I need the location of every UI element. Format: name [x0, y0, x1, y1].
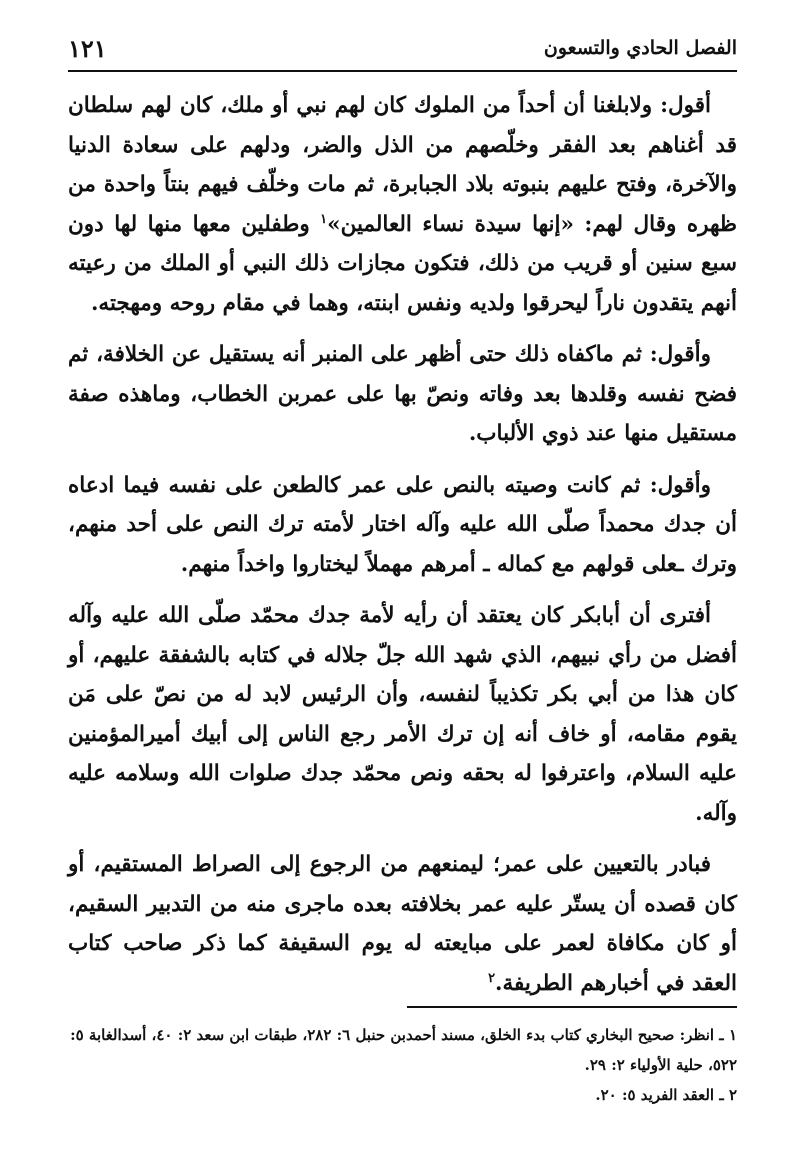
- paragraph-text: وأقول: ثم ماكفاه ذلك حتى أظهر على المنبر أنه يستقيل عن الخلافة، ثم فضح نفسه وقلدها بعد وفاته ونصّ بها على عمربن الخطاب، وماهذه صفة مستقيل منها عند ذوي الألباب.: [68, 342, 737, 446]
- paragraph-text: فبادر بالتعيين على عمر؛ ليمنعهم من الرجوع إلى الصراط المستقيم، أو كان قصده أن يستّر عليه عمر بخلافته بعده ماجرى منه من التدبير السقيم، أو كان مكافاة لعمر على مبايعته له يوم السقيفة كما ذكر صاحب كتاب العقد في أخبارهم الطريفة.: [68, 852, 737, 996]
- paragraph-text: أفترى أن أبابكر كان يعتقد أن رأيه لأمة جدك محمّد صلّى الله عليه وآله أفضل من رأي نبيهم، الذي شهد الله جلّ جلاله في كتابه بالشفقة عليهم، أو كان هذا من أبي بكر تكذيباً لنفسه، وأن الرئيس لابد له من نصّ على مَن يقوم مقامه، أو خاف أنه إن ترك الأمر رجع الناس إلى أبيك أميرالمؤمنين عليه السلام، واعترفوا له بحقه ونص محمّد جدك صلوات الله وسلامه عليه وآله.: [68, 603, 737, 826]
- footnote-2: ٢ ـ العقد الفريد ٥: ٢٠.: [595, 1086, 737, 1104]
- page-number: ١٢١: [68, 33, 107, 63]
- running-header: [68, 30, 737, 72]
- paragraph-text: وأقول: ثم كانت وصيته بالنص على عمر كالطعن على نفسه فيما ادعاه أن جدك محمداً صلّى الله عليه وآله اختار لأمته ترك النص على أحد منهم، وترك ـعلى قولهم مع كماله ـ أمرهم مهملاً ليختاروا واخداً منهم.: [68, 472, 737, 577]
- footnote-reference: ٢: [488, 970, 496, 986]
- footnote-1: ١ ـ انظر: صحيح البخاري كتاب بدء الخلق، مسند أحمدبن حنبل ٦: ٢٨٢، طبقات ابن سعد ٢: ٤٠، أسدالغابة ٥: ٥٢٢، حلية الأولياء ٢: ٢٩.: [70, 1026, 737, 1074]
- footnote-divider: [407, 1006, 737, 1008]
- footnote-reference: ١: [320, 211, 328, 227]
- paragraph-1: [68, 86, 737, 323]
- paragraph-text: وطفلين معها منها لها دون سبع سنين أو قريب من ذلك، فتكون مجازات ذلك النبي أو الملك من رعيته أنهم يتقدون ناراً ليحرقوا ولديه ونفس ابنته، وهما في مقام روحه ومهجته.: [68, 211, 737, 316]
- chapter-title: الفصل الحادي والتسعون: [543, 37, 737, 59]
- paragraph-4: [68, 596, 737, 833]
- paragraph-text: أقول: ولابلغنا أن أحداً من الملوك كان لهم نبي أو ملك، كان لهم سلطان قد أغناهم بعد الفقر وخلّصهم من الذل والضر، ودلهم على سعادة الدنيا والآخرة، وفتح عليهم بنبوته بلاد الجبابرة، ثم مات وخلّف فيهم بنتاً واحدة من ظهره وقال لهم: «إنها سيدة نساء العالمين»: [68, 93, 737, 237]
- footnotes: [68, 1020, 737, 1110]
- main-text: [68, 86, 737, 1015]
- paragraph-2: [68, 335, 737, 454]
- paragraph-3: [68, 466, 737, 585]
- paragraph-5: [68, 845, 737, 1003]
